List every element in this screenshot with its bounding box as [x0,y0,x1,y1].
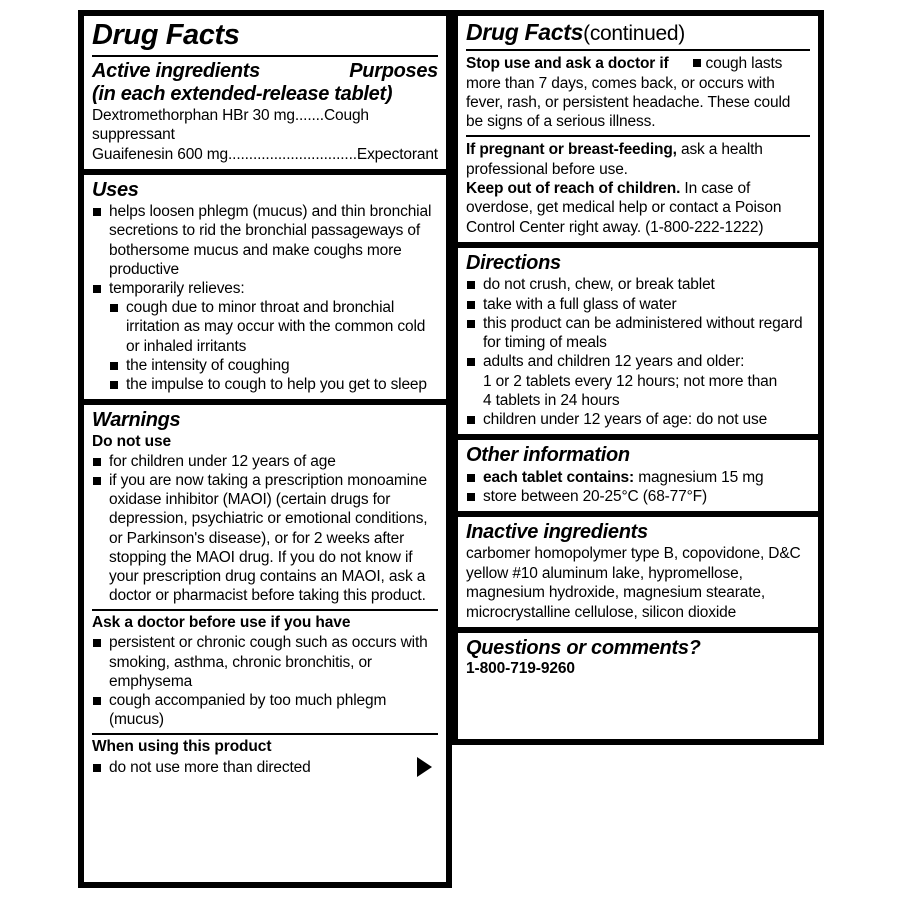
right-divider-1 [466,135,810,137]
list-item: temporarily relieves: [92,279,438,298]
list-item: cough due to minor throat and bronchial irritation as may occur with the common cold or inhaled irritants [109,298,438,356]
active-ingredient-row: Dextromethorphan HBr 30 mg.......Cough suppressant [92,107,369,144]
list-item: adults and children 12 years and older: [466,352,810,371]
each-tablet-value: magnesium 15 mg [634,468,764,486]
inactive-ingredients-text: carbomer homopolymer type B, copovidone, D&C yellow #10 aluminum lake, hypromellose, magnesium hydroxide, magnesium stearate, microcrystalline cellulose, silicon dioxide [466,545,801,621]
right-title-divider [466,49,810,51]
warnings-divider-2 [92,733,438,735]
page-title-continued-main: Drug Facts [466,19,584,45]
list-item: if you are now taking a prescription monoamine oxidase inhibitor (MAOI) (certain drugs for depression, psychiatric or emotional conditions, or Parkinson's disease), or for 2 weeks after stopping the MAOI drug. If you do not know if your prescription drug contains an MAOI, ask a doctor or pharmacist before taking this product. [92,471,438,606]
list-item: helps loosen phlegm (mucus) and thin bronchial secretions to rid the bronchial passageways of bothersome mucus and make coughs more productive [92,202,438,279]
uses-block [84,169,446,400]
directions-heading: Directions [466,252,561,275]
each-tablet-label: each tablet contains: [483,468,635,486]
list-item: cough accompanied by too much phlegm (mucus) [92,691,438,729]
questions-phone: 1-800-719-9260 [466,660,575,678]
other-information-heading: Other information [466,444,630,467]
other-information-block [458,434,818,511]
stop-use-paragraph [466,54,810,131]
page-title: Drug Facts [92,19,240,51]
keep-out-paragraph [466,179,810,237]
drug-facts-left-panel [78,10,452,888]
directions-block [458,242,818,434]
when-using-row [92,757,438,777]
list-item: for children under 12 years of age [92,452,438,471]
list-item: this product can be administered without regard for timing of meals [466,314,810,352]
do-not-use-label: Do not use [92,432,172,450]
list-item: the intensity of coughing [109,356,438,375]
purposes-heading: Purposes [349,60,438,83]
inactive-ingredients-heading: Inactive ingredients [466,521,648,544]
warnings-block [84,399,446,782]
ask-doctor-list [92,633,438,729]
left-panel-inner [84,16,446,882]
list-item: do not crush, chew, or break tablet [466,275,810,294]
pregnant-text: ask a health professional before use. [466,141,763,178]
list-item: do not use more than directed [92,758,417,777]
page-title-continued [466,20,810,45]
right-panel-inner [458,16,818,739]
list-item: store between 20-25°C (68-77°F) [466,487,810,506]
do-not-use-list [92,452,438,606]
warnings-continued-block [458,16,818,242]
active-ingredients-block [84,16,446,169]
when-using-label: When using this product [92,738,272,756]
page-title-continued-suffix: (continued) [583,22,685,45]
dosage-continuation-line: 4 tablets in 24 hours [483,391,620,409]
continue-arrow-icon [417,757,432,777]
questions-block [458,627,818,684]
active-ingredients-subheading: (in each extended-release tablet) [92,82,393,105]
pregnant-label: If pregnant or breast-feeding, [466,141,677,159]
uses-bullet-list [92,202,438,298]
questions-heading: Questions or comments? [466,636,701,659]
title-divider [92,55,438,57]
drug-facts-right-panel [452,10,824,745]
warnings-divider-1 [92,609,438,611]
inactive-ingredients-block [458,511,818,627]
pregnant-paragraph [466,140,810,179]
active-ingredients-heading: Active ingredients [92,60,260,83]
active-ingredients-heading-row [92,60,438,82]
bullet-square-icon [693,59,701,67]
stop-use-label: Stop use and ask a doctor if [466,55,669,73]
ask-doctor-label: Ask a doctor before use if you have [92,614,351,632]
when-using-list [92,758,417,777]
keep-out-text: In case of overdose, get medical help or contact a Poison Control Center right away. (1-800-222-1222) [466,179,782,236]
uses-heading: Uses [92,178,139,201]
active-ingredient-row: Guaifenesin 600 mg...............................Expectorant [92,145,438,163]
stop-use-text: cough lasts more than 7 days, comes back, or occurs with fever, rash, or persistent headache. These could be signs of a serious illness. [466,55,791,130]
directions-list [466,275,810,429]
keep-out-label: Keep out of reach of children. [466,179,681,197]
list-item [466,468,810,487]
other-information-list [466,468,810,506]
uses-sub-bullet-list [109,298,438,394]
list-item: children under 12 years of age: do not use [466,410,810,429]
list-item: take with a full glass of water [466,295,810,314]
warnings-heading: Warnings [92,409,181,432]
dosage-continuation-line: 1 or 2 tablets every 12 hours; not more than [483,372,778,390]
list-item: persistent or chronic cough such as occurs with smoking, asthma, chronic bronchitis, or emphysema [92,633,438,691]
list-item: the impulse to cough to help you get to sleep [109,375,438,394]
